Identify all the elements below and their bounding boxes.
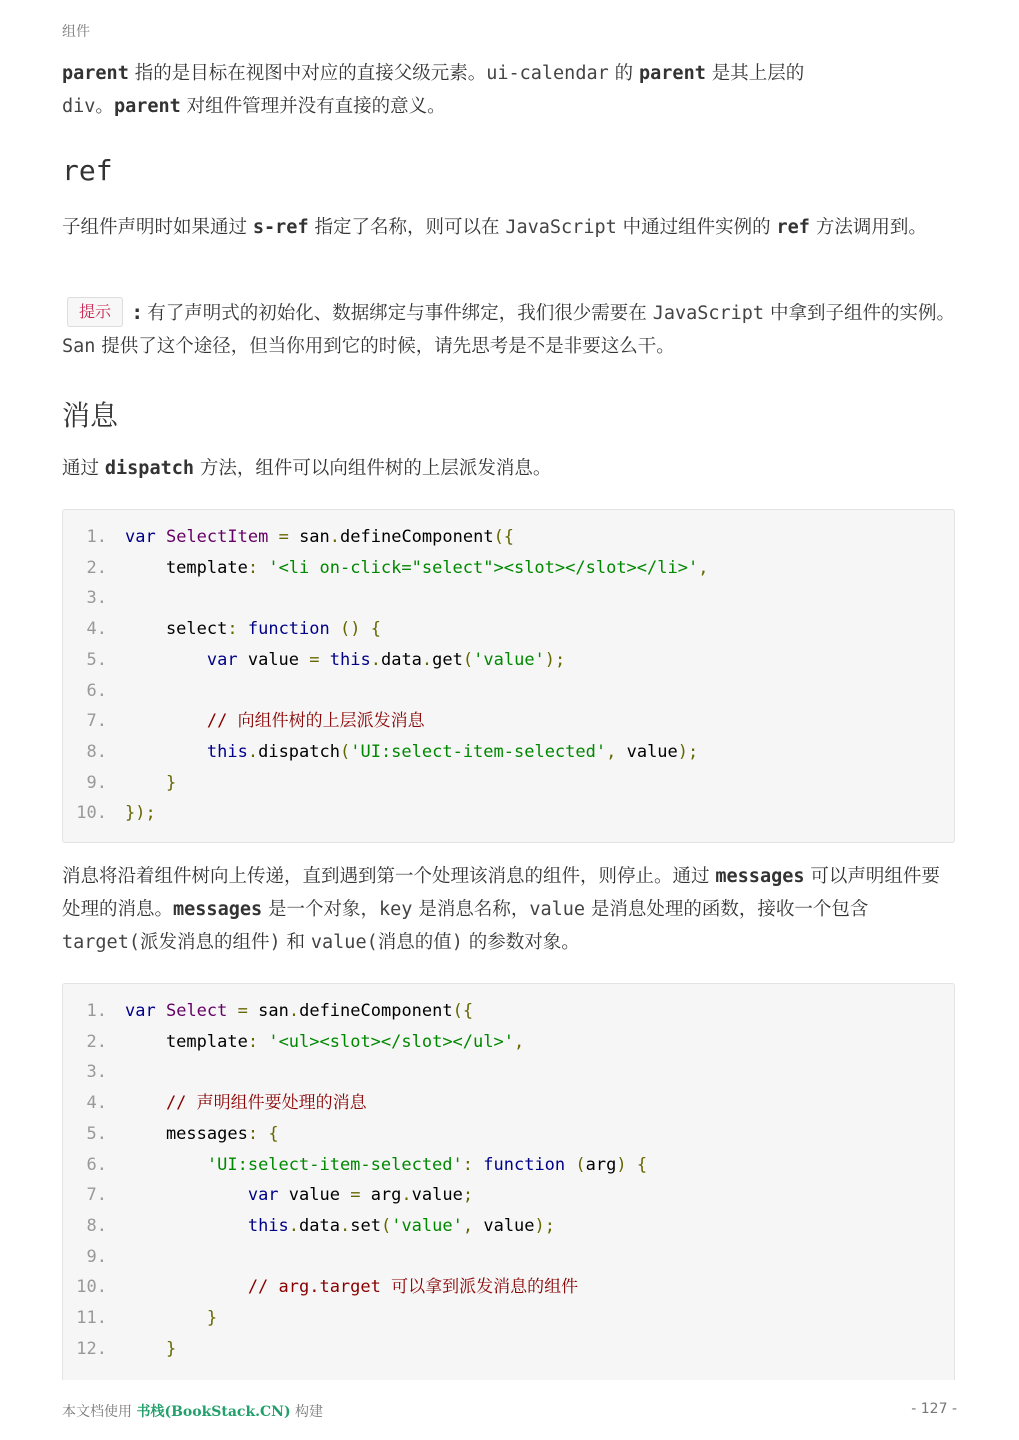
code-token: ;: [462, 1185, 474, 1206]
code-token: [125, 1308, 207, 1328]
parent-description: [62, 57, 962, 123]
code-token: (: [339, 741, 351, 762]
code-token: '<ul><slot></slot></ul>': [268, 1031, 514, 1052]
text: 对组件管理并没有直接的意义。: [180, 96, 446, 117]
code-term: div: [62, 96, 96, 117]
line-number: 2.: [86, 1031, 107, 1052]
code-term: messages: [715, 866, 805, 887]
code-token: [227, 1001, 237, 1021]
footer-suffix: 构建: [290, 1404, 324, 1420]
code-token: [156, 1001, 166, 1021]
code-token: value: [473, 1215, 535, 1236]
code-token: // 声明组件要处理的消息: [125, 1093, 367, 1114]
code-token: data: [299, 1215, 340, 1236]
code-token: [125, 773, 166, 793]
code-token: {: [636, 1154, 648, 1175]
tip-colon: :: [127, 303, 148, 324]
code-token: );: [677, 741, 699, 762]
code-token: [627, 1155, 637, 1175]
code-token: }: [165, 1338, 177, 1359]
code-token: :: [462, 1154, 474, 1175]
code-token: dispatch: [258, 741, 340, 762]
code-token: );: [534, 1215, 556, 1236]
code-token: }: [206, 1308, 218, 1328]
text: 有了声明式的初始化、数据绑定与事件绑定，我们很少需要在: [147, 303, 653, 324]
text: 派发消息的组件: [139, 932, 270, 953]
line-number: 5.: [86, 1123, 107, 1144]
code-token: [565, 1155, 575, 1175]
code-token: .: [288, 1001, 300, 1021]
code-token: 'UI:select-item-selected': [350, 741, 607, 762]
text: 指定了名称，则可以在: [308, 217, 506, 238]
line-code: [125, 1150, 647, 1181]
code-token: Select: [165, 1001, 228, 1021]
section-heading-ref: ref: [62, 154, 113, 187]
code-term: dispatch: [104, 458, 194, 479]
code-term: value(: [310, 932, 378, 953]
page-header: 组件: [62, 24, 90, 40]
code-term: parent: [639, 63, 706, 84]
text: 是其上层的: [705, 63, 805, 84]
line-number: 1.: [86, 527, 107, 547]
code-token: (: [462, 649, 474, 670]
code-token: 'value': [391, 1215, 463, 1236]
code-token: arg: [360, 1185, 402, 1206]
code-token: );: [544, 649, 566, 670]
code-token: [360, 619, 370, 639]
page-number: - 127 -: [911, 1401, 957, 1417]
code-token: [330, 619, 340, 639]
line-number: 12.: [76, 1338, 107, 1359]
code-token: ,: [698, 557, 709, 578]
code-token: san: [288, 527, 330, 547]
code-token: defineComponent: [299, 1001, 453, 1021]
text: 中拿到子组件的实例。: [764, 303, 955, 324]
code-token: (: [380, 1215, 392, 1236]
code-term: value: [529, 899, 586, 920]
code-token: value: [616, 741, 678, 762]
code-token: function: [247, 619, 330, 640]
text: 中通过组件实例的: [616, 217, 777, 238]
code-token: data: [380, 649, 422, 670]
code-token: :: [227, 619, 238, 640]
code-token: get: [432, 649, 463, 670]
code-token: defineComponent: [340, 527, 494, 547]
line-number: 7.: [86, 711, 107, 732]
code-term: parent: [113, 96, 181, 117]
section-heading-messages: 消息: [62, 399, 119, 432]
code-token: // arg.target 可以拿到派发消息的组件: [125, 1277, 579, 1298]
code-term: s-ref: [252, 217, 309, 238]
code-token: =: [278, 527, 289, 547]
code-term: ): [451, 932, 463, 953]
code-token: template: [125, 1031, 248, 1052]
code-token: [156, 527, 166, 547]
code-token: ,: [462, 1215, 474, 1236]
text: 的: [608, 63, 640, 84]
line-number: 7.: [86, 1185, 107, 1206]
code-token: 'UI:select-item-selected': [206, 1154, 463, 1175]
code-token: var: [125, 527, 156, 547]
line-number: 8.: [86, 741, 107, 762]
line-code: [125, 996, 473, 1027]
line-code: [125, 706, 425, 737]
code-token: this: [247, 1215, 289, 1236]
line-code: [125, 614, 381, 645]
text: 方法调用到。: [809, 217, 927, 238]
text: 指的是目标在视图中对应的直接父级元素。: [128, 63, 487, 84]
code-token: this: [206, 741, 248, 762]
line-code: [125, 553, 708, 584]
code-token: :: [247, 1123, 259, 1144]
code-block-messages: [62, 983, 955, 1380]
text: 可以声明组件要处理的消息。: [62, 866, 940, 920]
code-token: =: [237, 1001, 248, 1021]
code-token: (): [340, 619, 361, 640]
line-code: [125, 1180, 473, 1211]
code-term: key: [379, 899, 413, 920]
bookstack-link[interactable]: 书栈(BookStack.CN): [136, 1404, 291, 1420]
code-token: ,: [606, 741, 617, 762]
code-token: value: [411, 1185, 463, 1206]
text: 子组件声明时如果通过: [62, 217, 253, 238]
code-token: [125, 1155, 207, 1175]
code-token: }: [165, 772, 177, 793]
line-code: [125, 522, 514, 553]
line-code: [125, 737, 698, 768]
code-token: {: [370, 619, 381, 640]
code-term: target(: [62, 932, 140, 953]
line-number: 4.: [86, 1093, 107, 1114]
line-number: 9.: [86, 1246, 107, 1267]
line-number: 6.: [86, 680, 107, 701]
code-token: [125, 742, 207, 762]
code-token: ): [616, 1154, 627, 1175]
code-token: (: [575, 1154, 586, 1175]
text: 是一个对象，: [262, 899, 380, 920]
ref-description: [62, 211, 958, 244]
line-number: 8.: [86, 1215, 107, 1236]
line-code: [125, 1334, 176, 1365]
code-token: =: [309, 649, 320, 670]
code-token: [473, 1155, 483, 1175]
text: 。: [95, 96, 114, 117]
code-token: value: [237, 649, 310, 670]
code-token: [258, 1124, 268, 1144]
tip-note: [62, 297, 958, 363]
code-token: this: [329, 649, 371, 670]
line-code: [125, 1272, 578, 1303]
code-token: .: [339, 1215, 351, 1236]
code-token: :: [247, 557, 259, 578]
tip-badge: 提示: [67, 297, 123, 327]
code-term: ref: [776, 217, 810, 238]
code-token: [125, 1185, 248, 1205]
code-token: value: [278, 1185, 351, 1206]
text: 的参数对象。: [462, 932, 580, 953]
code-token: :: [247, 1031, 259, 1052]
code-token: messages: [125, 1123, 248, 1144]
line-code: [125, 1303, 217, 1334]
code-token: [320, 650, 330, 670]
text: 消息的值: [377, 932, 452, 953]
text: 和: [280, 932, 311, 953]
line-number: 2.: [86, 557, 107, 578]
text: 消息将沿着组件树向上传递，直到遇到第一个处理该消息的组件，则停止。通过: [62, 866, 716, 887]
code-token: .: [247, 741, 259, 762]
code-token: SelectItem: [165, 527, 269, 547]
code-token: .: [288, 1215, 300, 1236]
code-token: });: [125, 803, 156, 824]
code-token: san: [247, 1001, 289, 1021]
code-token: [125, 1216, 248, 1236]
code-token: .: [329, 527, 341, 547]
messages-description: [62, 860, 958, 959]
code-token: var: [206, 649, 238, 670]
code-token: [268, 527, 278, 547]
line-code: [125, 1027, 524, 1058]
code-token: arg: [585, 1154, 617, 1175]
code-term: JavaScript: [652, 303, 765, 324]
code-token: ,: [513, 1031, 525, 1052]
line-code: [125, 645, 565, 676]
code-token: function: [483, 1154, 566, 1175]
text: 是消息处理的函数，接收一个包含: [585, 899, 869, 920]
code-token: // 向组件树的上层派发消息: [125, 711, 425, 732]
code-term: messages: [173, 899, 263, 920]
code-token: 'value': [473, 649, 545, 670]
text: 提供了这个途径，但当你用到它的时候，请先思考是不是非要这么干。: [95, 336, 675, 357]
line-number: 3.: [86, 588, 107, 609]
line-code: [125, 768, 176, 799]
code-token: var: [247, 1185, 279, 1206]
code-token: template: [125, 557, 248, 578]
code-token: [125, 1339, 166, 1359]
code-term: San: [62, 336, 96, 357]
code-token: select: [125, 619, 228, 640]
code-token: set: [350, 1215, 381, 1236]
line-number: 10.: [76, 803, 107, 824]
footer-credit: [62, 1401, 323, 1421]
line-number: 1.: [86, 1001, 107, 1021]
code-token: {: [268, 1123, 279, 1144]
line-number: 10.: [76, 1277, 107, 1298]
code-token: var: [125, 1001, 156, 1021]
text: 是消息名称，: [412, 899, 530, 920]
footer-prefix: 本文档使用: [62, 1404, 137, 1420]
code-token: ({: [452, 1001, 474, 1021]
text: 通过: [62, 458, 105, 479]
code-block-dispatch: [62, 509, 955, 843]
line-code: [125, 1211, 555, 1242]
code-token: '<li on-click="select"><slot></slot></li>': [268, 557, 699, 578]
code-term: ui-calendar: [486, 63, 609, 84]
code-term: JavaScript: [505, 217, 617, 238]
line-number: 3.: [86, 1062, 107, 1083]
line-number: 11.: [76, 1308, 107, 1328]
line-code: [125, 1088, 367, 1119]
code-token: [125, 650, 207, 670]
line-code: [125, 1119, 279, 1150]
code-token: [258, 558, 268, 578]
text: 方法，组件可以向组件树的上层派发消息。: [194, 458, 552, 479]
code-token: .: [401, 1185, 412, 1206]
code-token: .: [370, 649, 381, 670]
code-token: [238, 619, 248, 639]
line-number: 6.: [86, 1154, 107, 1175]
code-term: ): [269, 932, 281, 953]
line-code: [125, 798, 156, 829]
code-term: parent: [62, 63, 129, 84]
code-token: ({: [493, 527, 515, 547]
line-number: 9.: [86, 772, 107, 793]
code-token: .: [421, 649, 433, 670]
dispatch-description: [62, 452, 962, 485]
line-number: 5.: [86, 649, 107, 670]
code-token: [258, 1032, 268, 1052]
code-token: =: [350, 1185, 361, 1206]
line-number: 4.: [86, 619, 107, 640]
